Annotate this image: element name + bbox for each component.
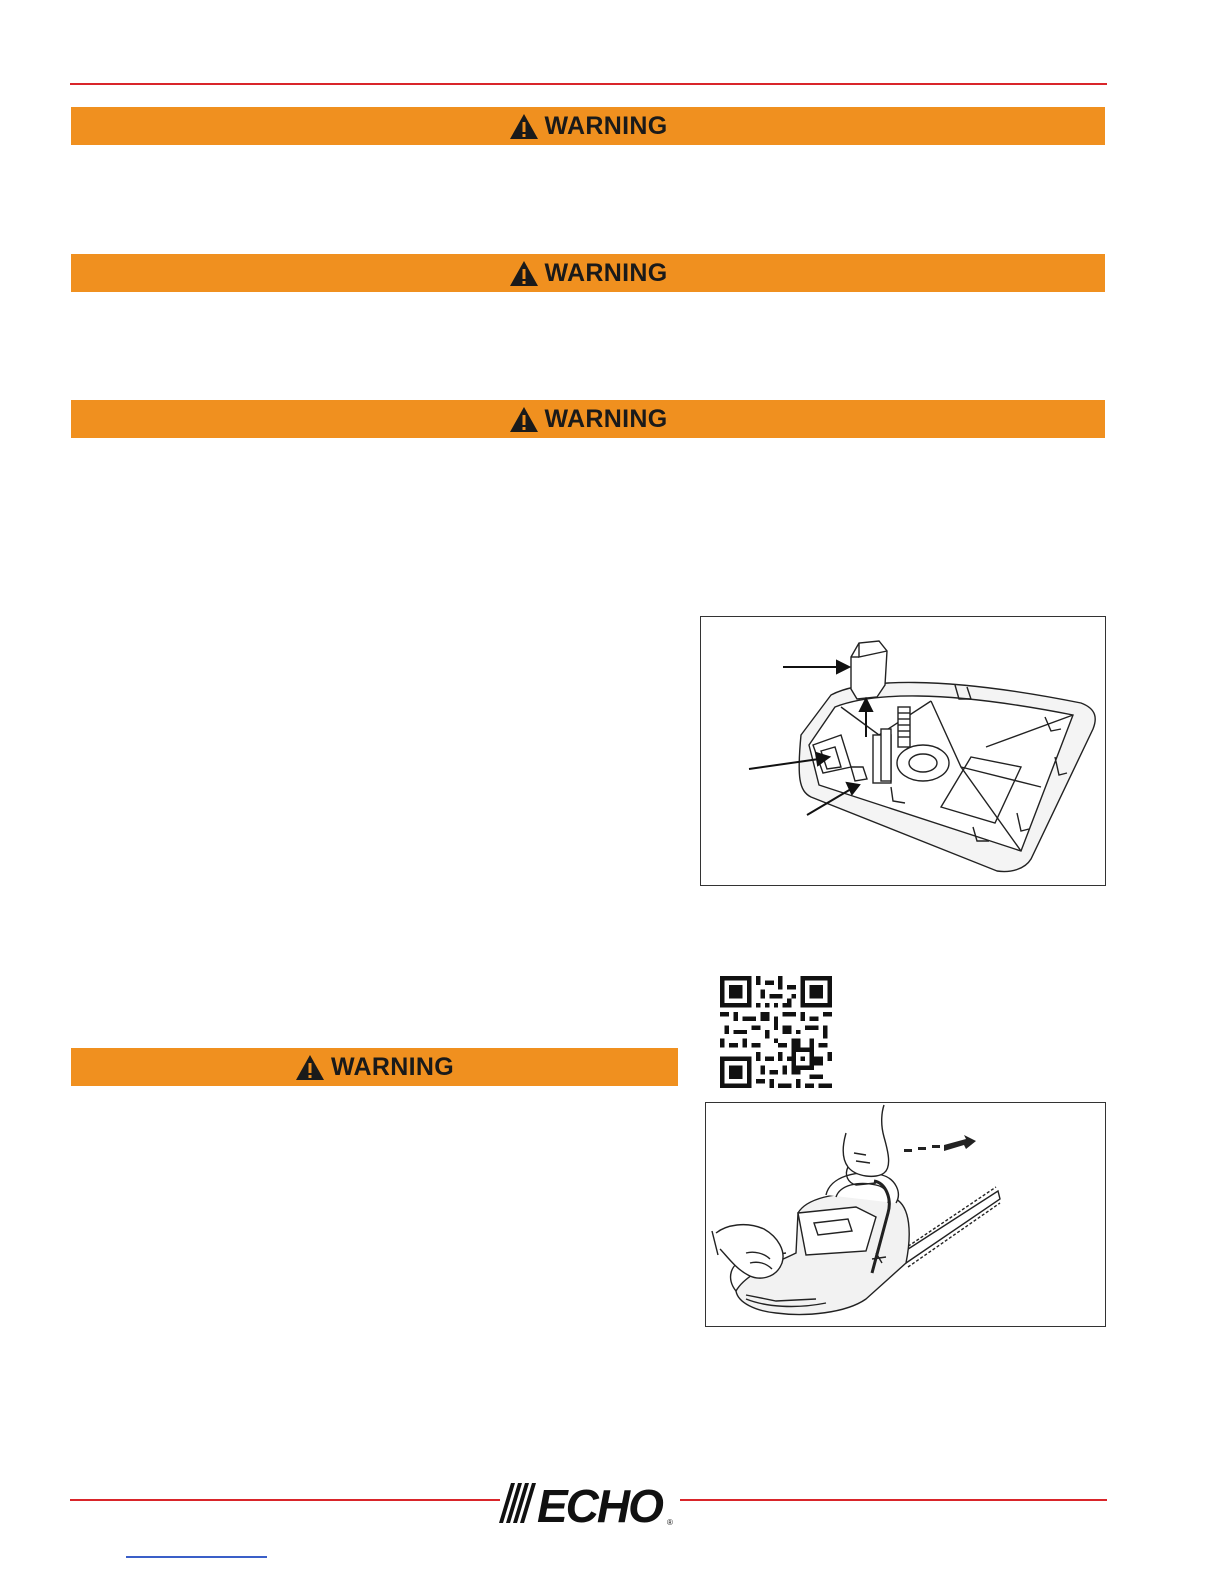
- footer-rule-left: [70, 1499, 500, 1501]
- logo-wordmark: ECHO: [537, 1480, 662, 1527]
- chainsaw-figure: [705, 1102, 1106, 1327]
- warning-triangle-icon: [509, 113, 539, 140]
- footer-rule-right: [680, 1499, 1107, 1501]
- warning-triangle-icon: [509, 260, 539, 287]
- header-rule: [70, 83, 1107, 85]
- warning-banner: [71, 254, 1105, 292]
- warning-label: WARNING: [331, 1052, 454, 1081]
- clutch-cover-illustration: [701, 617, 1105, 885]
- footer-link-underline[interactable]: [126, 1556, 267, 1558]
- warning-triangle-icon: [509, 406, 539, 433]
- warning-label: WARNING: [544, 258, 668, 287]
- warning-banner: [71, 400, 1105, 438]
- clutch-cover-figure: [700, 616, 1106, 886]
- warning-label: WARNING: [544, 111, 668, 140]
- warning-label: WARNING: [544, 404, 668, 433]
- echo-logo: [497, 1479, 682, 1527]
- registered-mark: ®: [667, 1518, 673, 1527]
- warning-triangle-icon: [295, 1054, 325, 1081]
- warning-banner: [71, 1048, 678, 1086]
- chainsaw-illustration: [706, 1103, 1105, 1326]
- qr-code-icon: [719, 976, 833, 1088]
- warning-banner: [71, 107, 1105, 145]
